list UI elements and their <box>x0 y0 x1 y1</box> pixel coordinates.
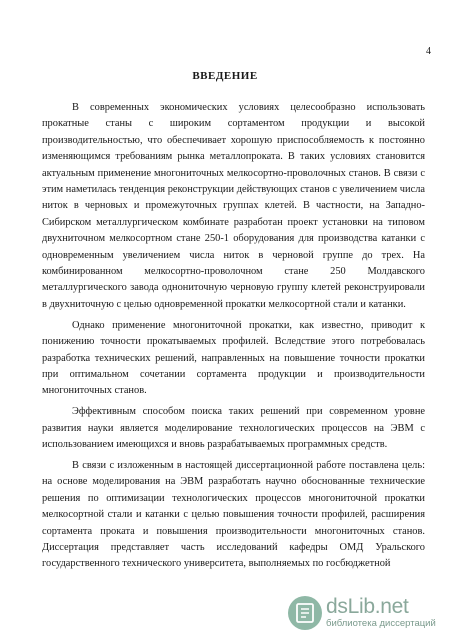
page-number: 4 <box>426 46 431 57</box>
paragraph-2: Однако применение многониточной прокатки, как известно, приводит к понижению точности прокатываемых профилей. Вследствие этого потребовалась разработка технических решений, направленных на повышение точности прокатки при оптимальном сочетании сортамента продукции и производительности многониточных станов. <box>42 319 425 397</box>
paragraph-3: Эффективным способом поиска таких решений при современном уровне развития науки является моделирование технологических процессов на ЭВМ с использованием имеющихся и вновь разрабатываемых программных средств. <box>42 406 425 451</box>
document-body <box>42 100 425 573</box>
page-title: ВВЕДЕНИЕ <box>192 70 258 82</box>
paragraph-4: В связи с изложенным в настоящей диссертационной работе поставлена цель: на основе моделирования на ЭВМ разработать научно обоснованные технические решения по оптимизации технологических процессов многониточной прокатки мелкосортной стали и катанки с целью повышения точности профилей, расширения сортамента проката и повышения производительности многониточных станов. Диссертация представляет часть исследований кафедры ОМД Уральского государственного технического университета, выполняемых по госбюджетной <box>42 460 425 570</box>
watermark-site-name: dsLib.net <box>326 595 409 619</box>
watermark-tagline: библиотека диссертаций <box>326 618 436 630</box>
paragraph-1: В современных экономических условиях целесообразно использовать прокатные станы с широким сортаментом продукции и высокой производительностью, что обеспечивает хорошую приспособляемость к постоянно изменяющимся требованиям рынка металлопроката. В таких условиях становится актуальным применение многониточных мелкосортно-проволочных станов. В связи с этим наметилась тенденция реконструкции действующих станов с увеличением числа ниток в черновых и промежуточных группах клетей. В частности, на Западно-Сибирском металлургическом комбинате разработан проект установки на типовом двухниточном мелкосортном стане 250-1 оборудования для производства катанки с одновременным увеличением числа ниток в черновой группе до трех. На комбинированном мелкосортно-проволочном стане 250 Молдавского металлургического завода однониточную черновую группу клетей реконструировали в двухниточную с целью одновременной прокатки мелкосортной стали и катанки. <box>42 102 425 310</box>
dslib-logo-icon <box>288 596 322 630</box>
watermark[interactable] <box>286 589 450 636</box>
